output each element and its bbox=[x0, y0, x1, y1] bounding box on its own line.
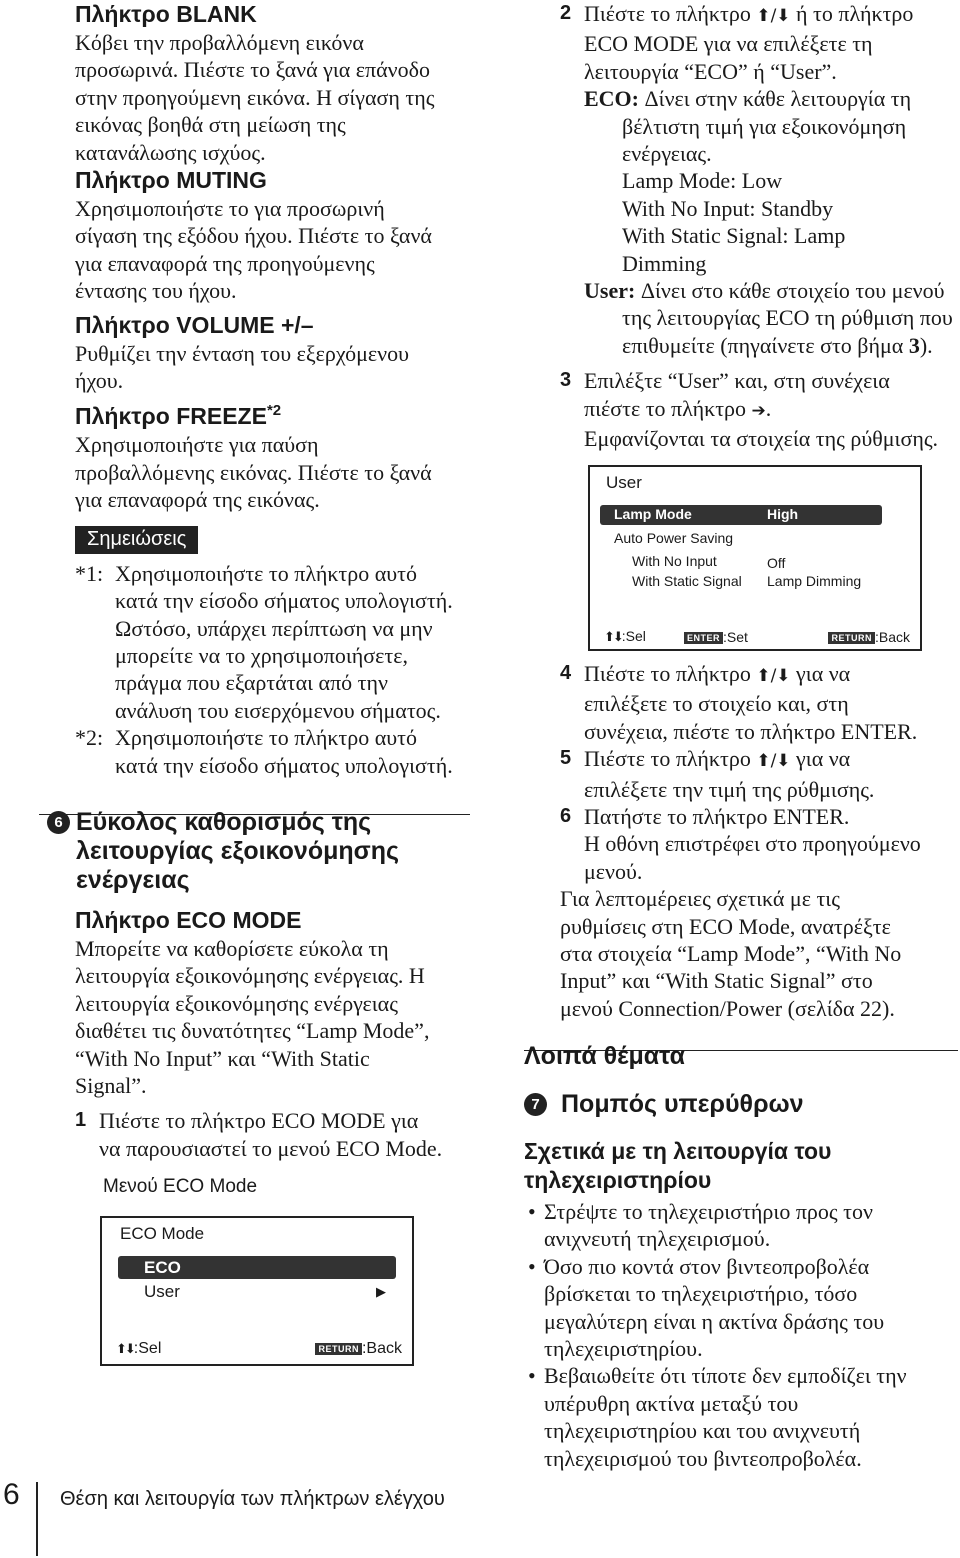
blank-body: Κόβει την προβαλλόμενη εικόνα προσωρινά. Πιέστε το ξανά για επάνοδο στην προηγούμενη εικόνα. Η σίγαση της εικόνας βοηθά στη μείωση της κατανάλωσης ισχύος. bbox=[75, 30, 435, 165]
muting-heading: Πλήκτρο MUTING bbox=[75, 167, 267, 194]
note-item: *2: Χρησιμοποιήστε το πλήκτρο αυτό κατά την είσοδο σήματος υπολογιστή. bbox=[75, 725, 453, 778]
menu-caption: Μενού ECO Mode bbox=[103, 1176, 258, 1198]
up-down-arrow-icon: ⬆/⬇ bbox=[756, 751, 791, 772]
muting-body: Χρησιμοποιήστε το για προσωρινή σίγαση της εξόδου ήχου. Πιέστε το ξανά για επαναφορά της προηγούμενης έντασης του ήχου. bbox=[75, 196, 432, 304]
user-menu-row-with-static-signal[interactable]: With Static Signal bbox=[632, 573, 742, 589]
submenu-arrow-icon: ▶ bbox=[376, 1284, 386, 1299]
note-item: *1: Χρησιμοποιήστε το πλήκτρο αυτό κατά την είσοδο σήματος υπολογιστή. Ωστόσο, υπάρχει περίπτωση να μην μπορείτε να το χρησιμοποιήσετε, πράγμα που εξαρτάται από την ανάλυση του εισερχόμενου σήματος. bbox=[75, 560, 453, 723]
freeze-body: Χρησιμοποιήστε για παύση προβαλλόμενης εικόνας. Πιέστε το ξανά για επαναφορά της εικόνας. bbox=[75, 432, 432, 513]
right-arrow-icon: ➔ bbox=[751, 400, 766, 421]
list-item: • Όσο πιο κοντά στον βιντεοπροβολέα βρίσκεται το τηλεχειριστήριο, τόσο μεγαλύτερη είναι η ακτίνα δράσης του τηλεχειριστηρίου. bbox=[524, 1253, 960, 1363]
step-4: 4 Πιέστε το πλήκτρο ⬆/⬇ για να επιλέξετε το στοιχείο και, στη συνέχεια, πιέστε το πλήκτρο ENTER. bbox=[560, 661, 918, 744]
footer-divider bbox=[36, 1482, 38, 1556]
eco-details-paragraph: Για λεπτομέρειες σχετικά με τις ρυθμίσεις στη ECO Mode, ανατρέξτε στα στοιχεία “Lamp Mode”, “With No Input” και “With Static Signal” στο μενού Connection/Power (σελίδα 22). bbox=[560, 886, 902, 1021]
step-2: 2 Πιέστε το πλήκτρο ⬆/⬇ ή το πλήκτρο ECO MODE για να επιλέξετε τη λειτουργία “ECO” ή “User”. ECO: Δίνει στην κάθε λειτουργία τη βέλτιστη τιμή για εξοικονόμηση ενέργειας. Lamp Mode: Low With No Input: Standby With Static Signal: Lamp Dimming User: Δίνει στο κάθε στοιχείο του μενού της λειτουργίας ECO τη ρύθμιση που επιθυμείτε (πηγαίνετε στο βήμα 3). bbox=[560, 1, 953, 358]
user-menu-row-with-no-input[interactable]: With No Input bbox=[632, 553, 717, 569]
user-menu-value-with-static-signal: Lamp Dimming bbox=[767, 573, 862, 589]
section-6-number: 6 bbox=[47, 811, 70, 834]
step-3: 3 Επιλέξτε “User” και, στη συνέχεια πιέστε το πλήκτρο ➔. Εμφανίζονται τα στοιχεία της ρύθμισης. bbox=[560, 368, 939, 452]
notes-list bbox=[75, 560, 475, 779]
section-7-number: 7 bbox=[524, 1093, 547, 1116]
eco-mode-body: Μπορείτε να καθορίσετε εύκολα τη λειτουργία εξοικονόμησης ενέργειας. Η λειτουργία εξοικονόμησης ενέργειας διαθέτει τις δυνατότητες “Lamp Mode”, “With No Input” και “With Static Signal”. bbox=[75, 936, 430, 1099]
volume-heading: Πλήκτρο VOLUME +/– bbox=[75, 311, 314, 338]
user-menu-set-hint: ENTER :Set bbox=[684, 629, 748, 645]
volume-body: Ρυθμίζει την ένταση του εξερχόμενου ήχου. bbox=[75, 340, 410, 394]
user-menu-row-lamp-mode[interactable]: Lamp Mode High bbox=[600, 505, 882, 525]
step-1: 1 Πιέστε το πλήκτρο ECO MODE για να παρουσιαστεί το μενού ECO Mode. bbox=[75, 1108, 443, 1161]
other-topics-heading: Λοιπά θέματα bbox=[524, 1042, 685, 1070]
user-menu-sel-hint: ⬆⬇:Sel bbox=[604, 628, 646, 644]
enter-button-label: ENTER bbox=[684, 632, 723, 644]
return-button-label: RETURN bbox=[828, 632, 875, 644]
eco-menu-title: ECO Mode bbox=[120, 1224, 205, 1243]
up-down-arrow-icon: ⬆/⬇ bbox=[756, 666, 791, 686]
user-menu-value-with-no-input: Off bbox=[767, 555, 786, 571]
page-number: 6 bbox=[3, 1478, 20, 1511]
list-item: • Βεβαιωθείτε ότι τίποτε δεν εμποδίζει την υπέρυθρη ακτίνα μεταξύ του τηλεχειριστηρίου και του ανιχνευτή τηλεχειρισμού του βιντεοπροβολέα. bbox=[524, 1362, 960, 1472]
return-button-label: RETURN bbox=[315, 1343, 362, 1355]
remote-tips-list bbox=[524, 1198, 960, 1472]
up-down-icon: ⬆⬇ bbox=[116, 1341, 134, 1356]
footer-title: Θέση και λειτουργία των πλήκτρων ελέγχου bbox=[60, 1488, 445, 1510]
notes-badge: Σημειώσεις bbox=[75, 526, 198, 554]
list-item: • Στρέψτε το τηλεχειριστήριο προς τον ανιχνευτή τηλεχειρισμού. bbox=[524, 1198, 960, 1253]
eco-menu-item-user[interactable]: User ▶ bbox=[144, 1282, 386, 1301]
eco-menu-back-hint: RETURN :Back bbox=[315, 1340, 402, 1358]
user-menu bbox=[588, 465, 922, 651]
up-down-icon: ⬆⬇ bbox=[604, 629, 622, 644]
freeze-footnote-mark: *2 bbox=[266, 402, 282, 420]
step-5: 5 Πιέστε το πλήκτρο ⬆/⬇ για να επιλέξετε την τιμή της ρύθμισης. bbox=[560, 746, 875, 802]
eco-menu-item-eco[interactable]: ECO bbox=[118, 1256, 396, 1279]
section-7-title: 7 Πομπός υπερύθρων bbox=[524, 1090, 804, 1119]
remote-subheading: Σχετικά με τη λειτουργία του τηλεχειριστηρίου bbox=[524, 1138, 832, 1193]
up-down-arrow-icon: ⬆/⬇ bbox=[756, 6, 791, 26]
user-menu-back-hint: RETURN :Back bbox=[828, 629, 910, 645]
eco-mode-menu bbox=[100, 1216, 414, 1366]
blank-heading: Πλήκτρο BLANK bbox=[75, 1, 257, 27]
freeze-heading: Πλήκτρο FREEZE$^{*2}$ bbox=[75, 402, 282, 430]
eco-mode-heading: Πλήκτρο ECO MODE bbox=[75, 907, 302, 933]
eco-menu-sel-hint: ⬆⬇:Sel bbox=[116, 1340, 162, 1357]
step-6: 6 Πατήστε το πλήκτρο ENTER. Η οθόνη επιστρέφει στο προηγούμενο μενού. bbox=[560, 804, 921, 884]
section-6-title: 6 Εύκολος καθορισμός της λειτουργίας εξοικονόμησης ενέργειας bbox=[47, 808, 477, 895]
user-menu-row-auto-power-saving[interactable]: Auto Power Saving bbox=[614, 530, 734, 546]
user-menu-title: User bbox=[606, 473, 642, 492]
